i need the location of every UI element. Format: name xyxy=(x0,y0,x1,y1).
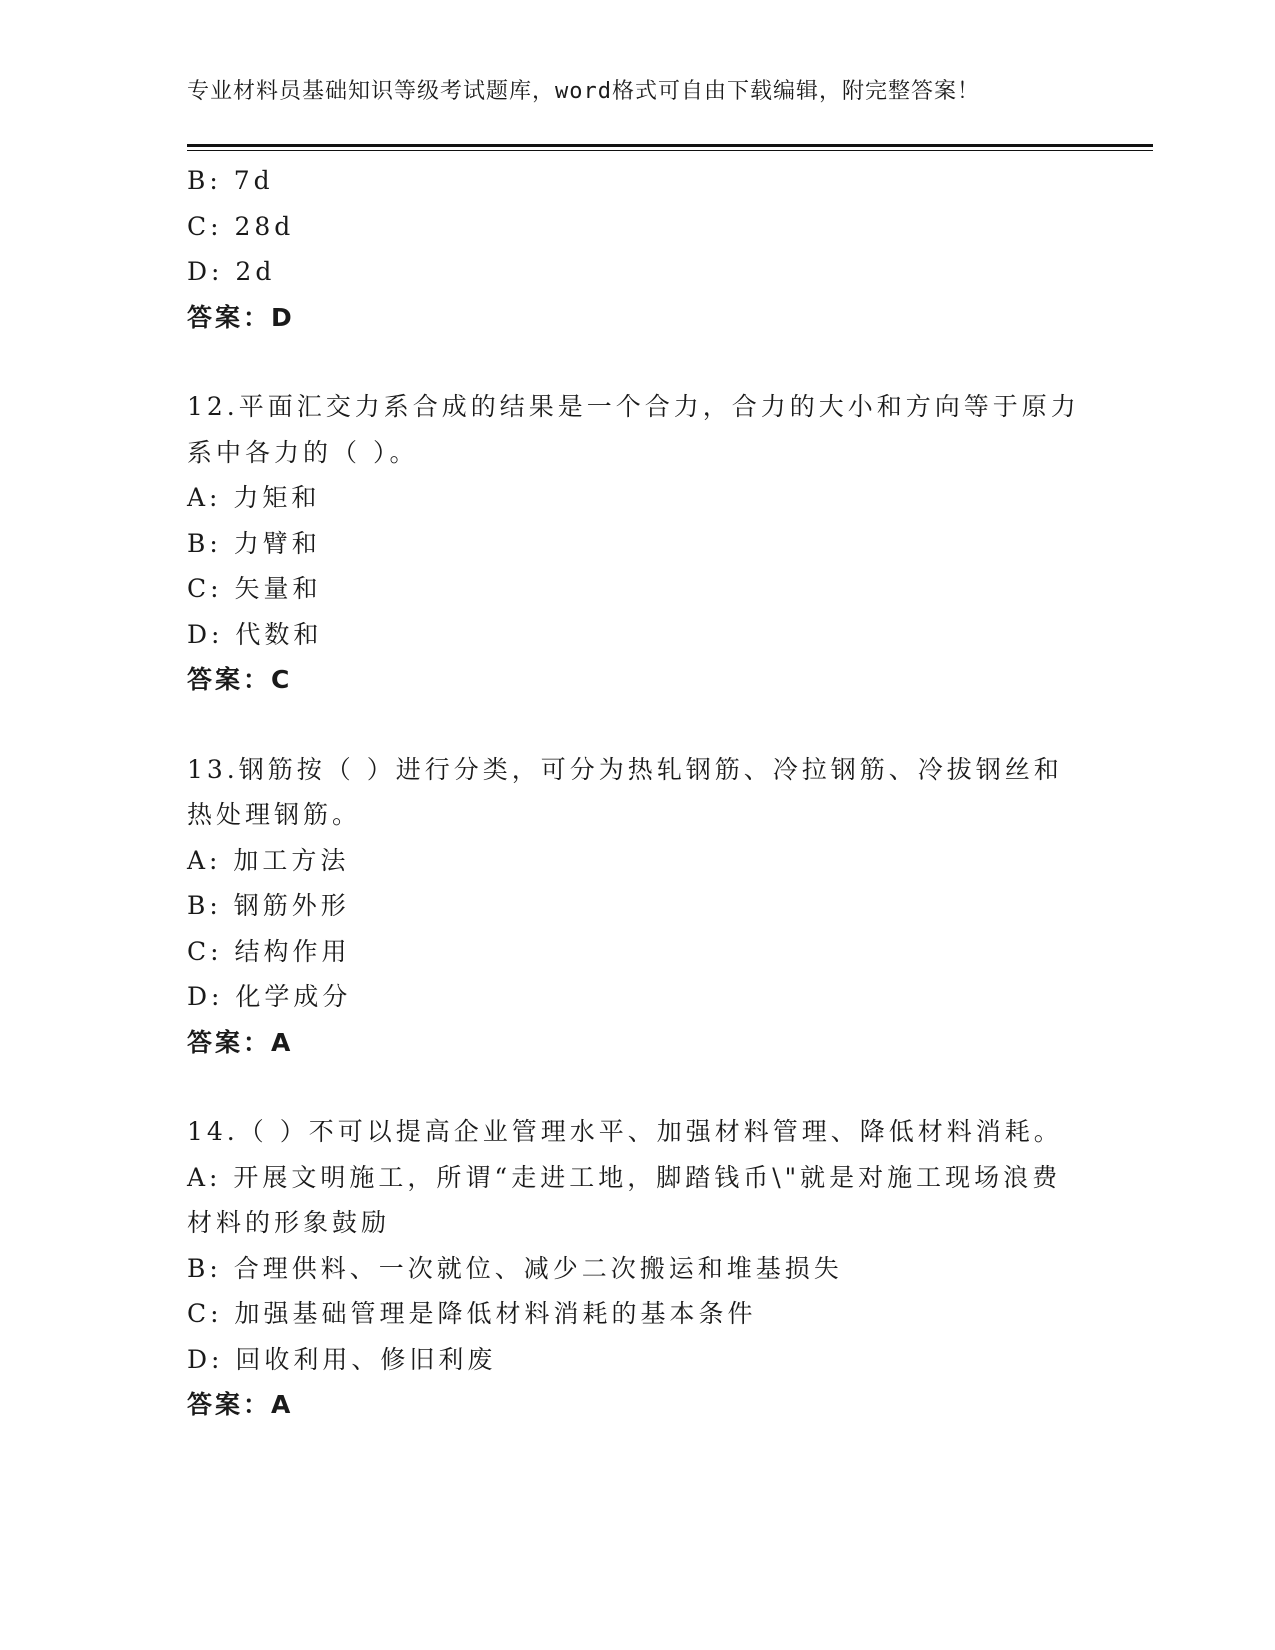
option-a: A: 加工方法 xyxy=(187,845,350,875)
answer: 答案：A xyxy=(187,1390,294,1419)
header-rule-thick xyxy=(187,144,1153,147)
question-14 xyxy=(187,1109,1087,1428)
answer: 答案：D xyxy=(187,302,295,332)
option-b: B: 钢筋外形 xyxy=(187,891,350,920)
option-c: C: 矢量和 xyxy=(187,574,322,603)
option-d: D: 化学成分 xyxy=(187,982,352,1011)
option-c: C: 28d xyxy=(187,211,295,241)
option-d: D: 代数和 xyxy=(187,619,323,649)
question-stem: 13.钢筋按（ ）进行分类，可分为热轧钢筋、冷拉钢筋、冷拔钢丝和 xyxy=(187,754,1063,784)
answer: 答案：C xyxy=(187,665,293,694)
option-c: C: 加强基础管理是降低材料消耗的基本条件 xyxy=(187,1299,757,1328)
question-12 xyxy=(187,384,1087,703)
answer: 答案：A xyxy=(187,1027,294,1057)
question-content xyxy=(187,158,1087,1428)
question-13 xyxy=(187,747,1087,1066)
option-a: A: 力矩和 xyxy=(187,483,321,512)
question-stem: 系中各力的（ ）。 xyxy=(187,437,419,467)
option-b: B: 合理供料、一次就位、减少二次搬运和堆基损失 xyxy=(187,1253,843,1283)
option-a-continued: 材料的形象鼓励 xyxy=(187,1208,391,1237)
option-b: B: 7d xyxy=(187,166,274,195)
option-d: D: 2d xyxy=(187,257,276,286)
option-a: A: 开展文明施工，所谓“走进工地，脚踏钱币\"就是对施工现场浪费 xyxy=(187,1162,1062,1192)
option-c: C: 结构作用 xyxy=(187,936,351,966)
question-11-tail xyxy=(187,158,1087,340)
option-d: D: 回收利用、修旧利废 xyxy=(187,1344,497,1374)
question-stem: 12.平面汇交力系合成的结果是一个合力，合力的大小和方向等于原力 xyxy=(187,392,1080,421)
question-stem: 热处理钢筋。 xyxy=(187,800,362,829)
page-header: 专业材料员基础知识等级考试题库，word格式可自由下载编辑，附完整答案！ xyxy=(187,79,980,104)
question-stem: 14.（ ）不可以提高企业管理水平、加强材料管理、降低材料消耗。 xyxy=(187,1117,1063,1146)
header-rule-thin xyxy=(187,150,1153,151)
option-b: B: 力臂和 xyxy=(187,528,321,558)
